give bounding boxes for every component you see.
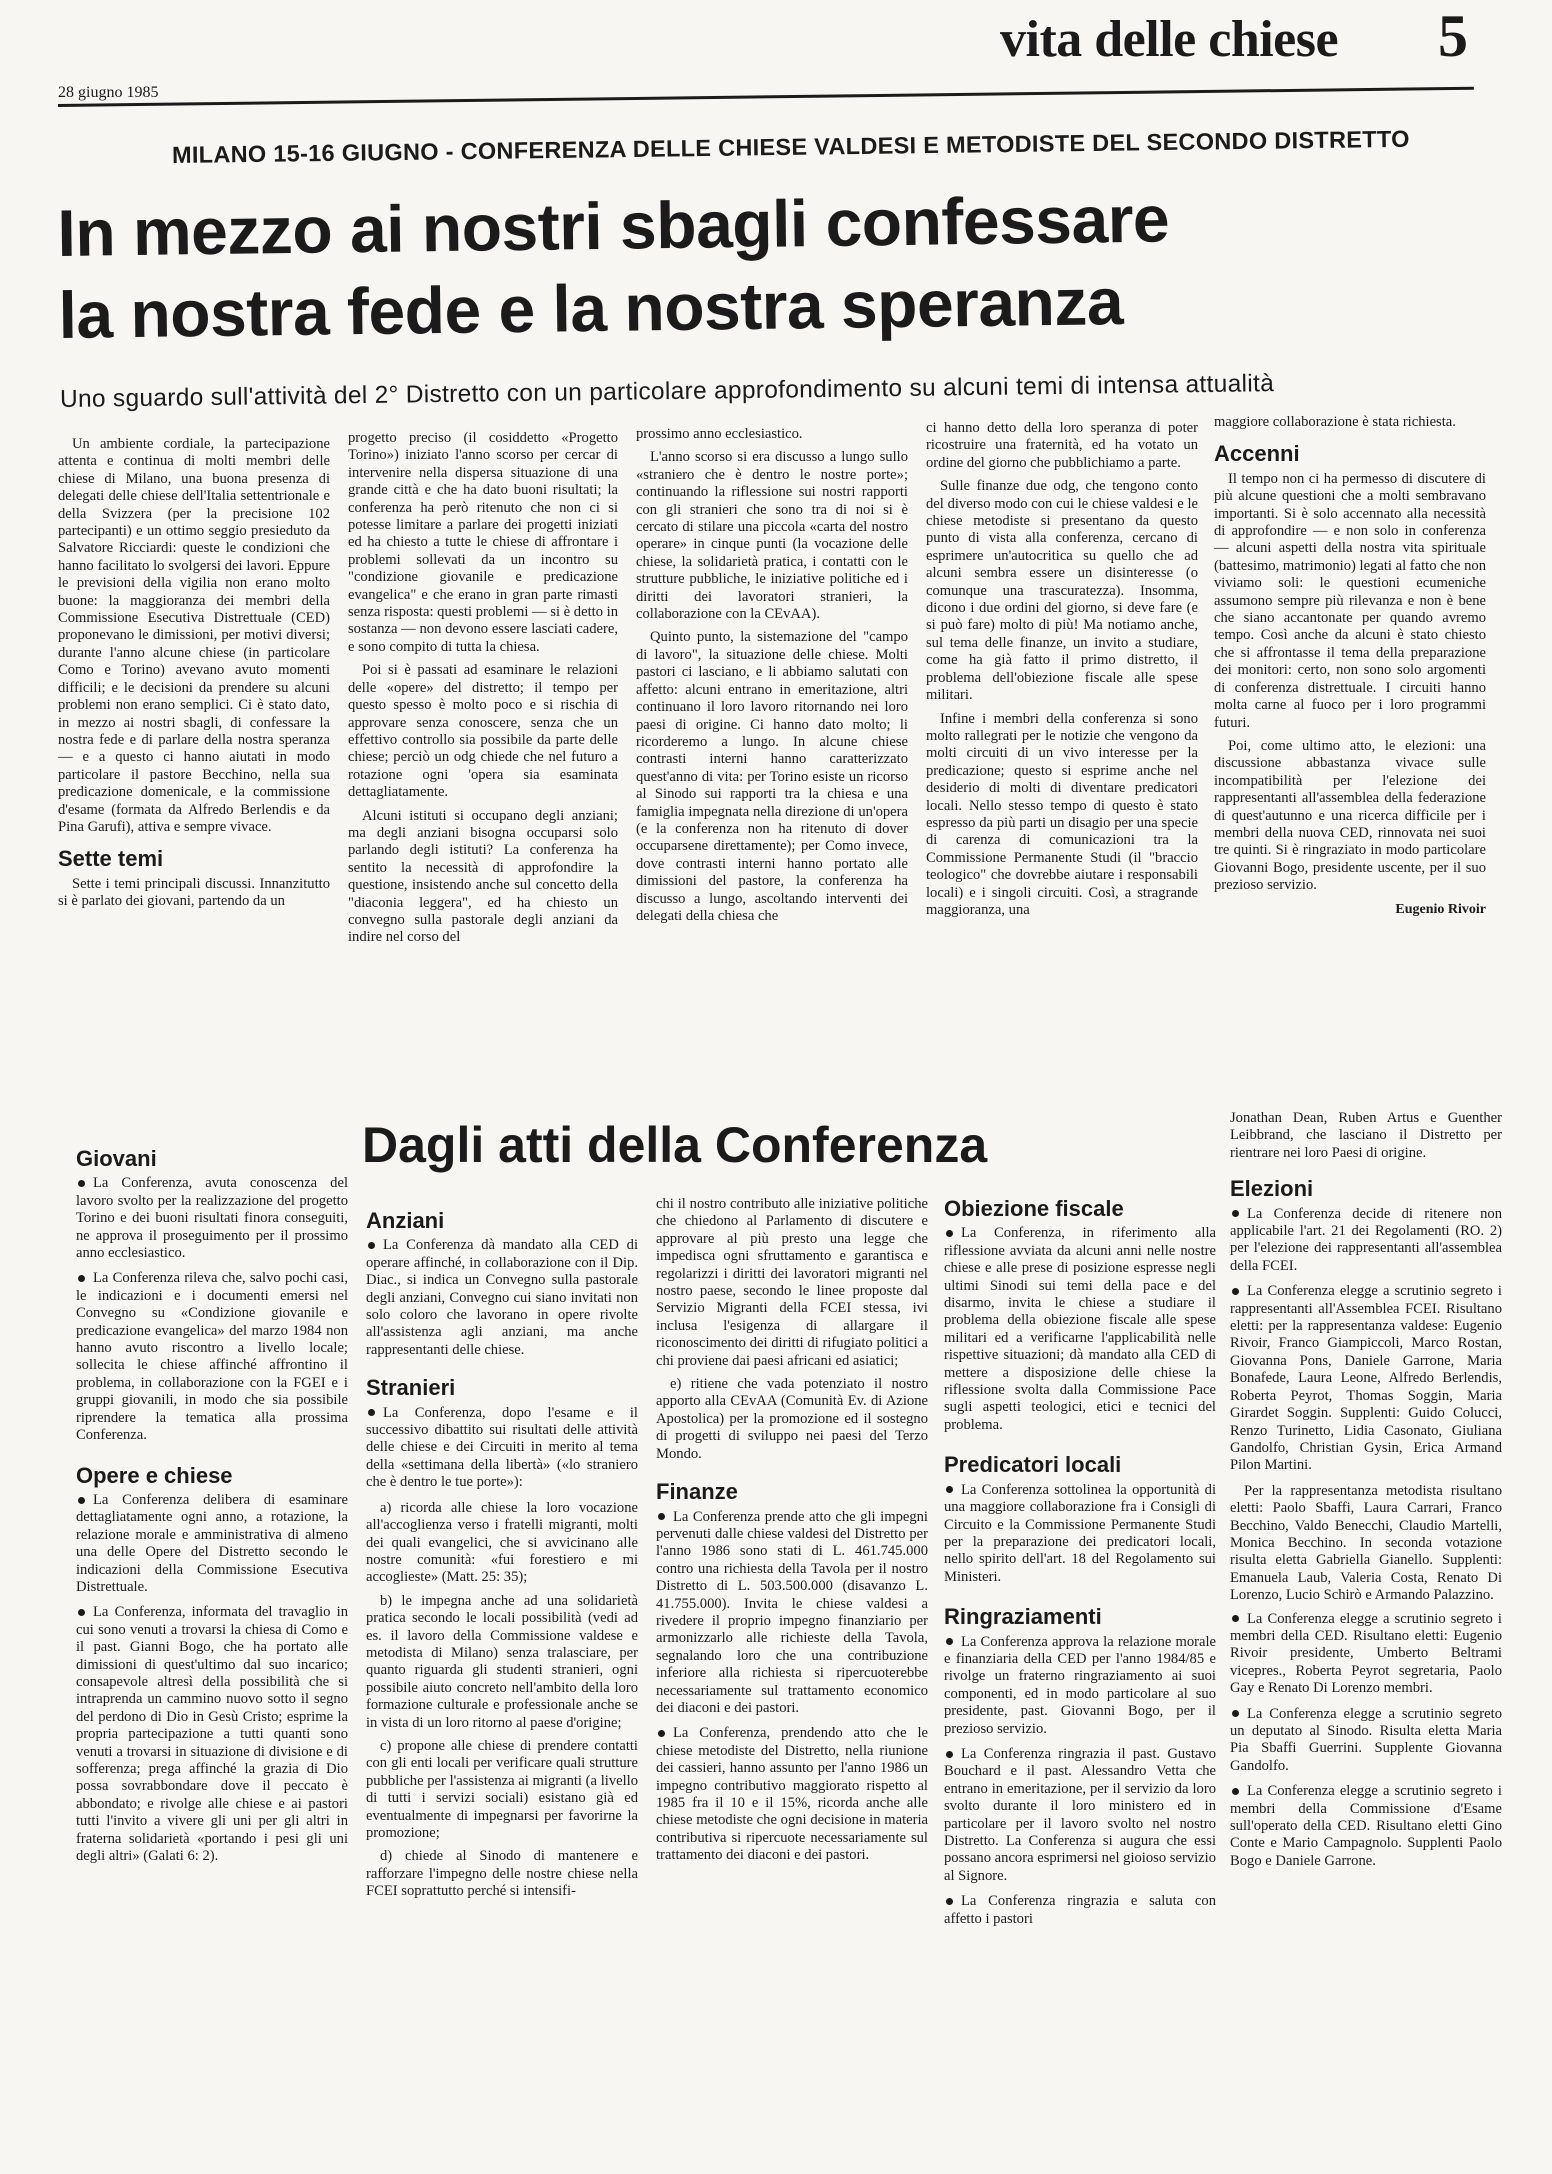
bullet-icon bbox=[658, 1513, 665, 1520]
resolution-item: La Conferenza elegge a scrutinio segreto i rappresentanti all'Assemblea FCEI. Risultano eletti: per la rappresentanza valdese: Eugenio Rivoir, Franco Giampiccoli, Marco Rostan, Giovanna Pons, Daniele Garrone, Maria Bonafede, Laura Leone, Alfredo Berlendis, Roberta Peyrot, Thomas Soggin, Maria Girardet Soggin. Supplenti: Guido Colucci, Renzo Turinetto, Lidia Casonato, Giuliana Gandolfo, Christian Gysin, Erica Armand Pilon Martini. bbox=[1230, 1283, 1502, 1474]
bullet-icon bbox=[946, 1230, 953, 1237]
heading-elezioni: Elezioni bbox=[1230, 1176, 1314, 1202]
resolution-item: La Conferenza ringrazia il past. Gustavo Bouchard e il past. Alessandro Vetta che entrano in emeritazione, per il servizio da loro svolto durante il loro ministero ed in particolare per il lavoro svolto nel nostro Distretto. La Conferenza si augura che essi possano ancora esprimersi nel gioioso servizio al Signore. bbox=[944, 1745, 1216, 1884]
article-column-4 bbox=[926, 420, 1198, 925]
masthead-rule bbox=[58, 87, 1474, 107]
atti-column-4 bbox=[944, 1186, 1216, 1936]
bullet-icon bbox=[78, 1609, 85, 1616]
article-paragraph: progetto preciso (il cosiddetto «Progetto Torino») iniziato l'anno scorso per cercar di intervenire nella dispersa situazione di una grande città e che ha dato buoni risultati; la conferenza ha però ritenuto che non ci si potesse limitare a parlare dei progetti iniziati ed ha chiesto a tutte le chiese di affrontare i problemi sollevati da un incontro su "condizione giovanile e predicazione evangelica" e che erano in gran parte rimasti senza risposta: questi problemi — si è detto in sostanza — non devono essere lasciati cadere, e sono compito di tutta la chiesa. bbox=[348, 430, 618, 655]
resolution-item: La Conferenza, in riferimento alla riflessione avviata da alcuni anni nelle nostre chiese e alle prese di posizione espresse negli ultimi Sinodi sui temi della pace e del disarmo, invita le chiese a studiare il problema della obiezione fiscale alle spese militari ed a verificarne l'applicabilità nelle rispettive situazioni; dà mandato alla CED di mettere a disposizione delle chiese la riflessione svolta dalla Commissione Pace sugli aspetti teologici, etici e tecnici del problema. bbox=[944, 1225, 1216, 1433]
kicker: MILANO 15-16 GIUGNO - CONFERENZA DELLE CHIESE VALDESI E METODISTE DEL SECONDO DISTRETTO bbox=[171, 125, 1410, 168]
resolution-clause: d) chiede al Sinodo di mantenere e rafforzare l'impegno delle nostre chiese nella FCEI soprattutto perché si intensifi- bbox=[366, 1848, 638, 1900]
article-paragraph: Infine i membri della conferenza si sono molto rallegrati per le notizie che vengono da molti circuiti di un vivo interesse per la predicazione; questo si esprime anche nel desiderio di molti di diventare predicatori locali. Nello stesso tempo di questo è stato espresso da più parti un disagio per una specie di carenza di comunicazioni tra la Commissione Permanente Studi (il "braccio teologico" che dovrebbe aiutare i responsabili locali) e i singoli circuiti. Così, a stragrande maggioranza, una bbox=[926, 710, 1198, 918]
resolution-item: La Conferenza elegge a scrutinio segreto i membri della CED. Risultano eletti: Eugenio Rivoir presidente, Umberto Beltrami vicepres., Roberta Peyrot segretaria, Paolo Gay e Renato Di Lorenzo membri. bbox=[1230, 1610, 1502, 1697]
resolution-item: La Conferenza approva la relazione morale e finanziaria della CED per l'anno 1984/85 e rivolge un fraterno ringraziamento ai suoi componenti, ed in modo particolare al suo presidente, past. Giovanni Bogo, per il prezioso servizio. bbox=[944, 1633, 1216, 1737]
bullet-icon bbox=[946, 1638, 953, 1645]
bullet-icon bbox=[946, 1751, 953, 1758]
headline-line-1: In mezzo ai nostri sbagli confessare bbox=[56, 181, 1170, 271]
article-paragraph: Il tempo non ci ha permesso di discutere di più alcune questioni che a molti sembravano importanti. Si è solo accennato alla necessità di approfondire — e non solo in conferenza — alcuni aspetti della nostra vita spirituale (battesimo, matrimonio) legati al fatto che non viviamo soli: le questioni ecumeniche assumono sempre più rilevanza e non è bene che siano accantonate per quando avremo tempo. Così anche da alcuni è stato chiesto che si affrontasse il tema della preparazione dei monitori: certo, non sono solo argomenti di conferenza distrettuale. I circuiti hanno molta carne al fuoco per i loro programmi futuri. bbox=[1214, 470, 1486, 731]
byline: Eugenio Rivoir bbox=[1395, 901, 1486, 917]
resolution-item: La Conferenza prende atto che gli impegni pervenuti dalle chiese valdesi del Distretto per l'anno 1986 sono stati di L. 461.745.000 contro una richiesta della Tavola per il nostro Distretto di L. 503.500.000 (disavanzo L. 41.755.000). Invita le chiese valdesi a rivedere il proprio impegno finanziario per armonizzarlo alle richieste della Tavola, segnalando loro che una contribuzione inferiore alla richiesta si ripercuoterebbe necessariamente sul trattamento economico dei diaconi e dei pastori. bbox=[656, 1508, 928, 1716]
resolution-item: La Conferenza, avuta conoscenza del lavoro svolto per la realizzazione del progetto Torino e dei buoni risultati finora conseguiti, ne approva il proseguimento per il prossimo anno ecclesiastico. bbox=[76, 1175, 348, 1262]
resolution-clause: e) ritiene che vada potenziato il nostro apporto alla CEvAA (Comunità Ev. di Azione Apostolica) per la promozione ed il sostegno di progetti di sviluppo nei paesi del Terzo Mondo. bbox=[656, 1376, 928, 1462]
resolution-item: La Conferenza elegge a scrutinio segreto i membri della Commissione d'Esame sull'operato della CED. Risultano eletti Gino Conte e Mario Campagnolo. Supplenti Paolo Bogo e Daniele Garrone. bbox=[1230, 1783, 1502, 1869]
atti-column-5 bbox=[1230, 1110, 1502, 1878]
heading-finanze: Finanze bbox=[656, 1479, 738, 1505]
atti-column-2 bbox=[366, 1198, 638, 1907]
resolution-item: La Conferenza rileva che, salvo pochi casi, le indicazioni e i documenti emersi nel Convegno su «Condizione giovanile e predicazione evangelica» del marzo 1984 non hanno avuto riscontro a livello locale; sollecita le chiese affinché affrontino il problema, in collaborazione con la FGEI e i gruppi giovanili, in modo che sia possibile riprendere la tematica alla prossima Conferenza. bbox=[76, 1270, 348, 1444]
article-column-3 bbox=[636, 426, 908, 931]
heading-anziani: Anziani bbox=[366, 1208, 445, 1233]
atti-column-1 bbox=[76, 1136, 348, 1873]
bullet-icon bbox=[368, 1242, 375, 1249]
heading-obiezione-fiscale: Obiezione fiscale bbox=[944, 1196, 1124, 1221]
heading-stranieri: Stranieri bbox=[366, 1375, 456, 1401]
article-paragraph: Quinto punto, la sistemazione del "campo di lavoro", la situazione delle chiese. Molti pastori ci lasciano, e li abbiamo salutati con affetto: alcuni entrano in emeritazione, altri continuano il loro lavoro ritornando nei loro paesi di origine. Ci hanno dato molto; li ricorderemo a lungo. In alcune chiese contrasti interni hanno caratterizzato quest'anno di vita: per Torino esiste un ricorso al Sinodo sui rapporti tra la chiesa e una famiglia impegnata nella direzione di un'opera (e la conferenza non ha ritenuto di dover occuparsene direttamente); per Como invece, dove contrasti interni hanno portato alle dimissioni del pastore, la conferenza ha discusso a lungo, ascoltando interventi dei delegati della chiesa che bbox=[636, 629, 908, 924]
heading-opere-e-chiese: Opere e chiese bbox=[76, 1462, 233, 1488]
article-paragraph: L'anno scorso si era discusso a lungo sullo «straniero che è dentro le nostre porte»; continuando la riflessione sui nostri rapporti con gli stranieri che sono tra di noi si è cercato di stilare una piccola «carta del nostro operare» in cinque punti (la vocazione delle chiese, la solidarietà pratica, i contatti con le strutture pubbliche, le iniziative politiche ed i diritti dei lavoratori stranieri, la collaborazione con la CEvAA). bbox=[636, 449, 908, 623]
atti-title: Dagli atti della Conferenza bbox=[362, 1117, 988, 1173]
bullet-icon bbox=[1232, 1788, 1239, 1795]
article-paragraph: maggiore collaborazione è stata richiesta. bbox=[1214, 414, 1456, 430]
bullet-icon bbox=[1232, 1615, 1239, 1622]
article-paragraph: Poi si è passati ad esaminare le relazioni delle «opere» del distretto; il tempo per questo spesso è molto poco e si rischia di approvare senza conoscere, senza che un effettivo controllo sia possibile da parte delle chiese; perciò un odg chiede che nel futuro a rotazione ogni 'opera sia esaminata dettagliatamente. bbox=[348, 662, 618, 801]
heading-ringraziamenti: Ringraziamenti bbox=[944, 1604, 1102, 1630]
heading-giovani: Giovani bbox=[76, 1146, 157, 1171]
subheading-accenni: Accenni bbox=[1214, 441, 1300, 467]
headline bbox=[57, 177, 1171, 356]
atti-column-3 bbox=[656, 1196, 928, 1873]
bullet-icon bbox=[1232, 1288, 1239, 1295]
resolution-clause: a) ricorda alle chiese la loro vocazione all'accoglienza verso i fratelli migranti, molti dei quali evangelici, che si avvicinano alle nostre comunità: «fui forestiero e mi accoglieste» (Matt. 25: 35); bbox=[366, 1499, 638, 1586]
article-paragraph: Sulle finanze due odg, che tengono conto del diverso modo con cui le chiese valdesi e le chiese metodiste si presentano da questo punto di vista alla conferenza, cercano di esprimere un'autocritica su quello che ad alcuni sembra essere un disinteresse (o comunque una trascuratezza). Insomma, dicono i due ordini del giorno, si deve fare (e si può fare) molto di più! Ma notiamo anche, sul tema delle finanze, un invito a studiare, come ha già fatto il primo distretto, il problema dell'obiezione fiscale alle spese militari. bbox=[926, 478, 1198, 704]
article-paragraph: Sette i temi principali discussi. Innanzitutto si è parlato dei giovani, partendo da un bbox=[58, 875, 330, 910]
bullet-icon bbox=[78, 1180, 85, 1187]
article-paragraph: Poi, come ultimo atto, le elezioni: una discussione abbastanza vivace sulle incompatibilità per l'elezione dei rappresentanti all'assemblea della federazione di quest'autunno e una ricerca difficile per i membri della nuova CED, rinnovata nei suoi tre quinti. Si è ringraziato in modo particolare Giovanni Bogo, presidente uscente, per il suo prezioso servizio. bbox=[1214, 737, 1486, 894]
article-paragraph: ci hanno detto della loro speranza di poter ricostruire una fraternità, ed ha votato un ordine del giorno che pubblichiamo a parte. bbox=[926, 420, 1198, 471]
resolution-clause: c) propone alle chiese di prendere contatti con gli enti locali per verificare quali strutture pubbliche per l'assistenza ai migranti (a livello di tutti i servizi sociali) esistano già ed eventualmente di impegnarsi per favorirne la promozione; bbox=[366, 1737, 638, 1841]
dek: Uno sguardo sull'attività del 2° Distretto con un particolare approfondimento su alcuni temi di intensa attualità bbox=[59, 370, 1275, 413]
bullet-icon bbox=[658, 1730, 665, 1737]
bullet-icon bbox=[1232, 1710, 1239, 1717]
resolution-item: La Conferenza sottolinea la opportunità di una maggiore collaborazione fra i Consigli di Circuito e la Commissione Permanente Studi per la preparazione dei predicatori locali, nello spirito dell'art. 18 del Regolamento sui Ministeri. bbox=[944, 1481, 1216, 1585]
section-title: vita delle chiese bbox=[1000, 11, 1339, 68]
article-paragraph: Un ambiente cordiale, la partecipazione attenta e continua di molti membri delle chiese di Milano, una buona presenza di delegati delle chiese dell'Italia settentrionale e della Svizzera (per la precisione 102 partecipanti) e un ottimo seggio presieduto da Salvatore Ricciardi: queste le condizioni che hanno facilitato lo svolgersi dei lavori. Eppure le previsioni della vigilia non erano molto buone: la maggioranza dei membri della Commissione Esecutiva Distrettuale (CED) proponevano le dimissioni, per motivi diversi; durante l'anno alcune chiese (in particolare Como e Torino) avevano avuto momenti difficili; e le decisioni da prendere su alcuni problemi non erano semplici. Ci è stato dato, in mezzo ai nostri sbagli, di confessare la nostra fede e di parlare della nostra speranza — e a questo ci hanno aiutati in modo particolare il pastore Becchino, nella sua predicazione domenicale, e la commissione d'esame (formata da Alfredo Berlendis e da Pina Garufi), attiva e sempre vivace. bbox=[58, 436, 330, 835]
resolution-item: La Conferenza ringrazia e saluta con affetto i pastori bbox=[944, 1893, 1216, 1927]
resolution-item: La Conferenza dà mandato alla CED di operare affinché, in collaborazione con il Dip. Diac., si indica un Convegno sulla pastorale degli anziani, Convegno cui siano invitati non solo coloro che lavorano in opere rivolte all'assistenza agli anziani, ma anche rappresentanti delle chiese. bbox=[366, 1237, 638, 1358]
resolution-clause: chi il nostro contributo alle iniziative politiche che chiedono al Parlamento di discutere e approvare al più presto una legge che impedisca ogni sfruttamento e garantisca e regolarizzi i diritti dei lavoratori migranti nel nostro paese, secondo le linee proposte dal Servizio Migranti della FCEI stessa, ivi inclusa l'esigenza di allargare il riconoscimento dei diritti di rifugiato politici a chi proviene dai paesi africani ed asiatici; bbox=[656, 1196, 928, 1369]
resolution-item: La Conferenza elegge a scrutinio segreto un deputato al Sinodo. Risulta eletta Maria Pia Sbaffi Guerrini. Supplente Giovanna Gandolfo. bbox=[1230, 1705, 1502, 1774]
resolution-item: La Conferenza, informata del travaglio in cui sono venuti a trovarsi la chiesa di Como e il past. Gianni Bogo, che ha portato alle dimissioni di quest'ultimo dal suo incarico; consapevole altresì della possibilità che si intraprenda un cammino nuovo sotto il segno del perdono di Dio in Gesù Cristo; esprime la propria partecipazione a tutti quanti sono venuti a trovarsi in situazione di divisione e di sofferenza; prega affinché la grazia di Dio possa sovrabbondare dove il peccato è abbondato; e rivolge alle chiese e ai pastori tutti l'invito a vivere gli uni per gli altri in fraterna solidarietà «portando i pesi gli uni degli altri» (Galati 6: 2). bbox=[76, 1604, 348, 1865]
article-column-5 bbox=[1214, 414, 1486, 918]
subheading-sette-temi: Sette temi bbox=[58, 846, 164, 872]
bullet-icon bbox=[946, 1898, 953, 1905]
issue-date: 28 giugno 1985 bbox=[58, 84, 159, 101]
resolution-item: La Conferenza, dopo l'esame e il successivo dibattito sui risultati delle attività delle chiese e dei Circuiti in merito al tema della «settimana della libertà» («lo straniero che è dentro le tue porte»): bbox=[366, 1404, 638, 1491]
article-paragraph: Alcuni istituti si occupano degli anziani; ma degli anziani bisogna occuparsi solo parlando degli istituti? La conferenza ha sentito la necessità di approfondire la questione, insistendo anche sul concetto della "diaconia leggera", ed ha chiesto un convegno sulla pastorale degli anziani da indire nel corso del bbox=[348, 807, 618, 946]
article-column-1 bbox=[58, 436, 330, 917]
bullet-icon bbox=[1232, 1210, 1239, 1217]
article-column-2 bbox=[348, 430, 618, 953]
resolution-clause: Jonathan Dean, Ruben Artus e Guenther Leibbrand, che lasciano il Distretto per rientrare nei loro Paesi di origine. bbox=[1230, 1110, 1502, 1161]
resolution-item: La Conferenza delibera di esaminare dettagliatamente ogni anno, a rotazione, la relazione morale e amministrativa di almeno una delle Opere del Distretto secondo le indicazioni della Commissione Esecutiva Distrettuale. bbox=[76, 1491, 348, 1595]
resolution-clause: Per la rappresentanza metodista risultano eletti: Paolo Sbaffi, Laura Carrari, Franco Becchino, Valdo Benecchi, Claudio Martelli, Monica Becchino. In seconda votazione risulta eletta Gabriella Gianello. Supplenti: Emanuela Laub, Valeria Costa, Renato Di Lorenzo, Lucio Schirò e Armando Palazzino. bbox=[1230, 1482, 1502, 1604]
article-paragraph: prossimo anno ecclesiastico. bbox=[636, 426, 803, 442]
bullet-icon bbox=[368, 1409, 375, 1416]
resolution-item: La Conferenza, prendendo atto che le chiese metodiste del Distretto, nella riunione dei cassieri, hanno assunto per l'anno 1986 un impegno contributivo maggiorato rispetto al 1985 fra il 10 e il 15%, ricorda anche alle chiese metodiste che ogni decisione in materia contributiva si ripercuote necessariamente sul trattamento dei diaconi e dei pastori. bbox=[656, 1725, 928, 1864]
headline-line-2: la nostra fede e la nostra speranza bbox=[58, 264, 1124, 352]
heading-predicatori-locali: Predicatori locali bbox=[944, 1452, 1122, 1478]
resolution-clause: b) le impegna anche ad una solidarietà pratica secondo le locali possibilità (vedi ad es. il lavoro della Commissione valdese e metodista di Milano) senza tralasciare, per quanto riguarda gli studenti stranieri, ogni possibile aiuto concreto nell'ambito della loro formazione culturale e professionale anche se in vista di un loro ritorno al paese d'origine; bbox=[366, 1592, 638, 1731]
bullet-icon bbox=[946, 1486, 953, 1493]
page-number: 5 bbox=[1438, 3, 1468, 69]
bullet-icon bbox=[78, 1275, 85, 1282]
bullet-icon bbox=[78, 1497, 85, 1504]
resolution-item: La Conferenza decide di ritenere non applicabile l'art. 21 dei Regolamenti (RO. 2) per l'elezione dei rappresentanti all'assemblea della FCEI. bbox=[1230, 1205, 1502, 1274]
